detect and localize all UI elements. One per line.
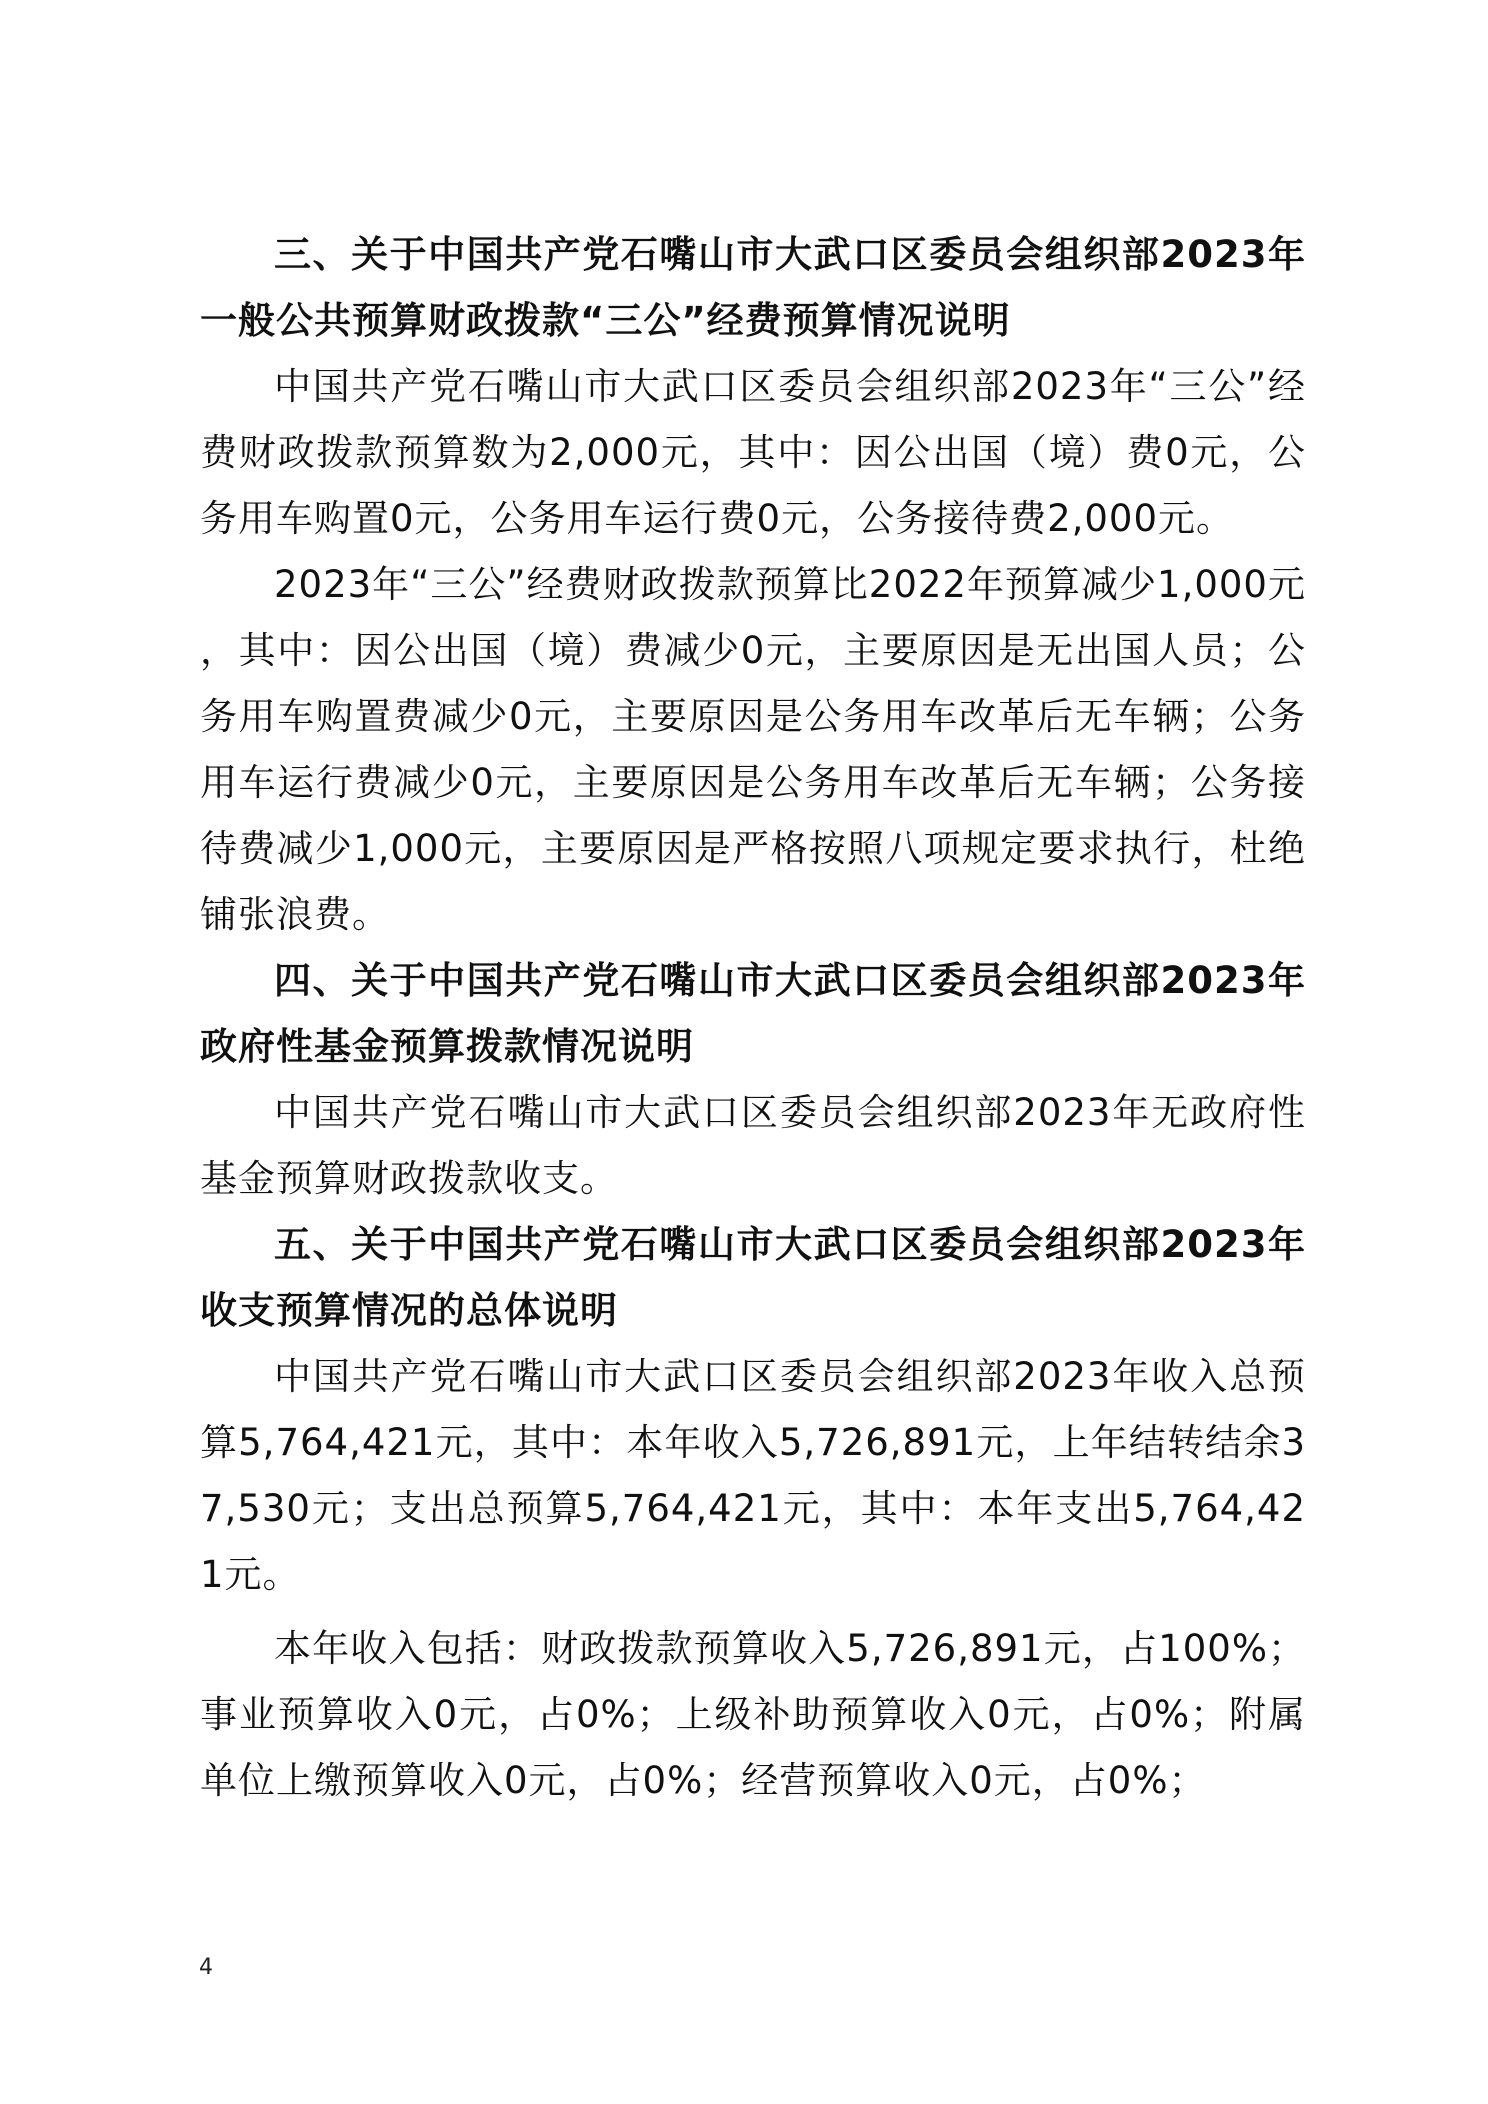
section-heading: 四、关于中国共产党石嘴山市大武口区委员会组织部2023年政府性基金预算拨款情况说明: [200, 959, 1306, 1068]
document-body: [200, 222, 1306, 1814]
body-paragraph: 中国共产党石嘴山市大武口区委员会组织部2023年无政府性基金预算财政拨款收支。: [200, 1091, 1306, 1200]
body-paragraph: 本年收入包括：财政拨款预算收入5,726,891元，占100%；事业预算收入0元，占0%；上级补助预算收入0元，占0%；附属单位上缴预算收入0元，占0%；经营预算收入0元，占0%；: [200, 1627, 1306, 1802]
body-paragraph: 中国共产党石嘴山市大武口区委员会组织部2023年收入总预算5,764,421元，其中：本年收入5,726,891元，上年结转结余37,530元；支出总预算5,764,421元，其中：本年支出5,764,421元。: [200, 1355, 1306, 1596]
page-number: 4: [199, 1955, 213, 1980]
section-heading: 五、关于中国共产党石嘴山市大武口区委员会组织部2023年收支预算情况的总体说明: [200, 1223, 1306, 1332]
body-paragraph: 2023年“三公”经费财政拨款预算比2022年预算减少1,000元，其中：因公出国（境）费减少0元，主要原因是无出国人员；公务用车购置费减少0元，主要原因是公务用车改革后无车辆；公务用车运行费减少0元，主要原因是公务用车改革后无车辆；公务接待费减少1,000元，主要原因是严格按照八项规定要求执行，杜绝铺张浪费。: [200, 563, 1306, 936]
section-heading: 三、关于中国共产党石嘴山市大武口区委员会组织部2023年一般公共预算财政拨款“三公”经费预算情况说明: [200, 233, 1306, 342]
body-paragraph: 中国共产党石嘴山市大武口区委员会组织部2023年“三公”经费财政拨款预算数为2,000元，其中：因公出国（境）费0元，公务用车购置0元，公务用车运行费0元，公务接待费2,000元。: [200, 365, 1306, 540]
